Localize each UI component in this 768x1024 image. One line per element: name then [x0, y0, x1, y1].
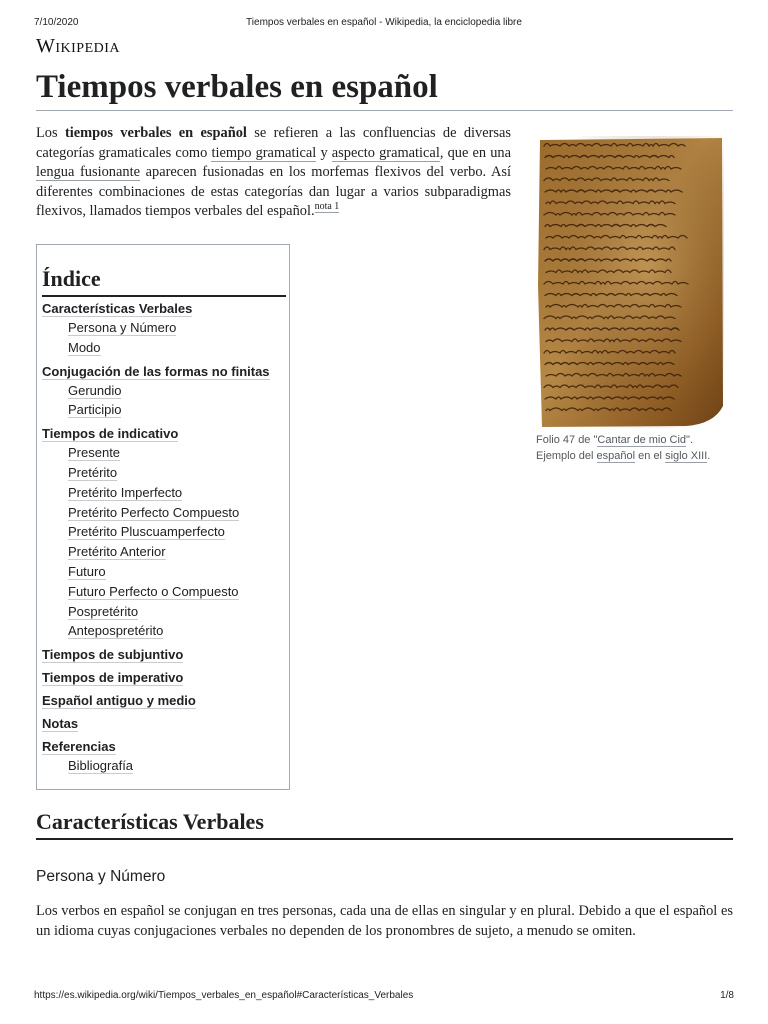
toc-subitem-label: Persona y Número [68, 320, 177, 335]
toc-item-label: Conjugación de las formas no finitas [42, 363, 270, 379]
toc-subitem[interactable] [42, 621, 285, 641]
toc-subitem[interactable] [42, 338, 285, 358]
toc-subitem[interactable] [42, 463, 285, 483]
toc-subitem-label: Pretérito Pluscuamperfecto [68, 524, 225, 540]
intro-text: aparecen fusionadas en los morfemas flexivos del verbo. Así diferentes combinaciones de estas categorías dan lugar a varios subparadigmas flexivos, llamados tiempos verbales del español. [36, 164, 511, 219]
toc-subitem[interactable] [42, 443, 285, 463]
footnote-link[interactable]: nota 1 [314, 201, 340, 213]
link-siglo-xiii[interactable]: siglo XIII [665, 450, 708, 462]
toc-subitem-label: Pretérito Perfecto Compuesto [68, 504, 240, 520]
print-title: Tiempos verbales en español - Wikipedia, la enciclopedia libre [246, 17, 522, 28]
toc-item[interactable] [42, 714, 285, 733]
toc-item[interactable] [42, 424, 285, 641]
toc-list [42, 299, 285, 776]
print-date: 7/10/2020 [34, 17, 79, 28]
intro-paragraph [36, 124, 511, 222]
intro-text: y [316, 144, 332, 161]
toc-subitem-label: Participio [68, 402, 122, 418]
figure-caption [536, 432, 726, 464]
toc-subitem-label: Bibliografía [68, 758, 134, 774]
toc-subitem-label: Pretérito Anterior [68, 544, 166, 560]
toc-item-label: Tiempos de subjuntivo [42, 647, 184, 663]
link-lengua-fusionante[interactable]: lengua fusionante [36, 164, 140, 180]
caption-text: . [707, 450, 711, 462]
toc-subitem[interactable] [42, 522, 285, 542]
print-url: https://es.wikipedia.org/wiki/Tiempos_verbales_en_español#Características_Verbales [34, 990, 414, 1001]
section-paragraph: Los verbos en español se conjugan en tres personas, cada una de ellas en singular y en plural. Debido a que el español es un idioma cuyas conjugaciones verbales no dependen de los pronombres de sujeto, a menudo se omiten. [36, 903, 733, 939]
caption-text: Folio 47 de " [536, 434, 598, 446]
toc-item[interactable] [42, 737, 285, 776]
toc-item-label: Características Verbales [42, 301, 193, 316]
link-cantar-de-mio-cid[interactable]: Cantar de mio Cid [597, 434, 687, 446]
toc-subitem-label: Antepospretérito [68, 623, 164, 639]
toc-subitem[interactable] [42, 582, 285, 602]
toc-subitem[interactable] [42, 562, 285, 582]
page-title: Tiempos verbales en español [36, 66, 733, 111]
toc-item[interactable] [42, 668, 285, 687]
toc-subitem-label: Pospretérito [68, 603, 139, 619]
toc-subitem[interactable] [42, 318, 285, 338]
intro-text: Los [36, 125, 65, 141]
toc-item-label: Español antiguo y medio [42, 693, 196, 709]
print-footer [34, 990, 734, 1004]
toc-subitem-label: Futuro [68, 563, 106, 579]
table-of-contents [36, 244, 290, 790]
link-aspecto-gramatical[interactable]: aspecto gramatical [331, 144, 440, 161]
subsection-heading: Persona y Número [36, 868, 166, 885]
toc-subitem-label: Modo [68, 339, 101, 355]
figure [536, 136, 726, 464]
intro-text: , que en una [439, 144, 512, 161]
toc-item-label: Tiempos de indicativo [42, 426, 179, 442]
caption-text: en el [635, 450, 666, 462]
page-number: 1/8 [720, 990, 734, 1001]
link-espanol[interactable]: español [596, 450, 636, 462]
toc-item-label: Referencias [42, 739, 116, 755]
intro-bold-term: tiempos verbales en español [64, 125, 247, 141]
toc-item[interactable] [42, 362, 285, 421]
toc-subitem[interactable] [42, 381, 285, 401]
toc-item[interactable] [42, 299, 285, 358]
toc-subitem-label: Pretérito Imperfecto [68, 484, 183, 500]
wikipedia-wordmark[interactable]: Wikipedia [36, 35, 121, 57]
print-header [34, 17, 734, 31]
toc-subitem[interactable] [42, 756, 285, 776]
toc-subitem[interactable] [42, 483, 285, 503]
toc-subitem-label: Futuro Perfecto o Compuesto [68, 583, 239, 599]
toc-subitem-label: Pretérito [68, 464, 118, 480]
toc-title: Índice [42, 265, 286, 297]
toc-subitem[interactable] [42, 542, 285, 562]
toc-subitem-label: Gerundio [68, 382, 122, 398]
toc-item-label: Tiempos de imperativo [42, 670, 184, 686]
link-tiempo-gramatical[interactable]: tiempo gramatical [211, 144, 317, 161]
toc-subitem[interactable] [42, 602, 285, 622]
caption-text: ". Ejemplo del [536, 434, 694, 462]
toc-subitem-label: Presente [68, 445, 121, 461]
toc-subitem[interactable] [42, 400, 285, 420]
toc-item-label: Notas [42, 716, 79, 732]
toc-item[interactable] [42, 691, 285, 710]
section-heading: Características Verbales [36, 808, 733, 840]
manuscript-image[interactable] [536, 136, 724, 428]
toc-item[interactable] [42, 645, 285, 664]
toc-subitem[interactable] [42, 503, 285, 523]
footnote [315, 201, 340, 213]
intro-text: se refieren a las confluencias de diversas categorías gramaticales como [36, 125, 512, 161]
